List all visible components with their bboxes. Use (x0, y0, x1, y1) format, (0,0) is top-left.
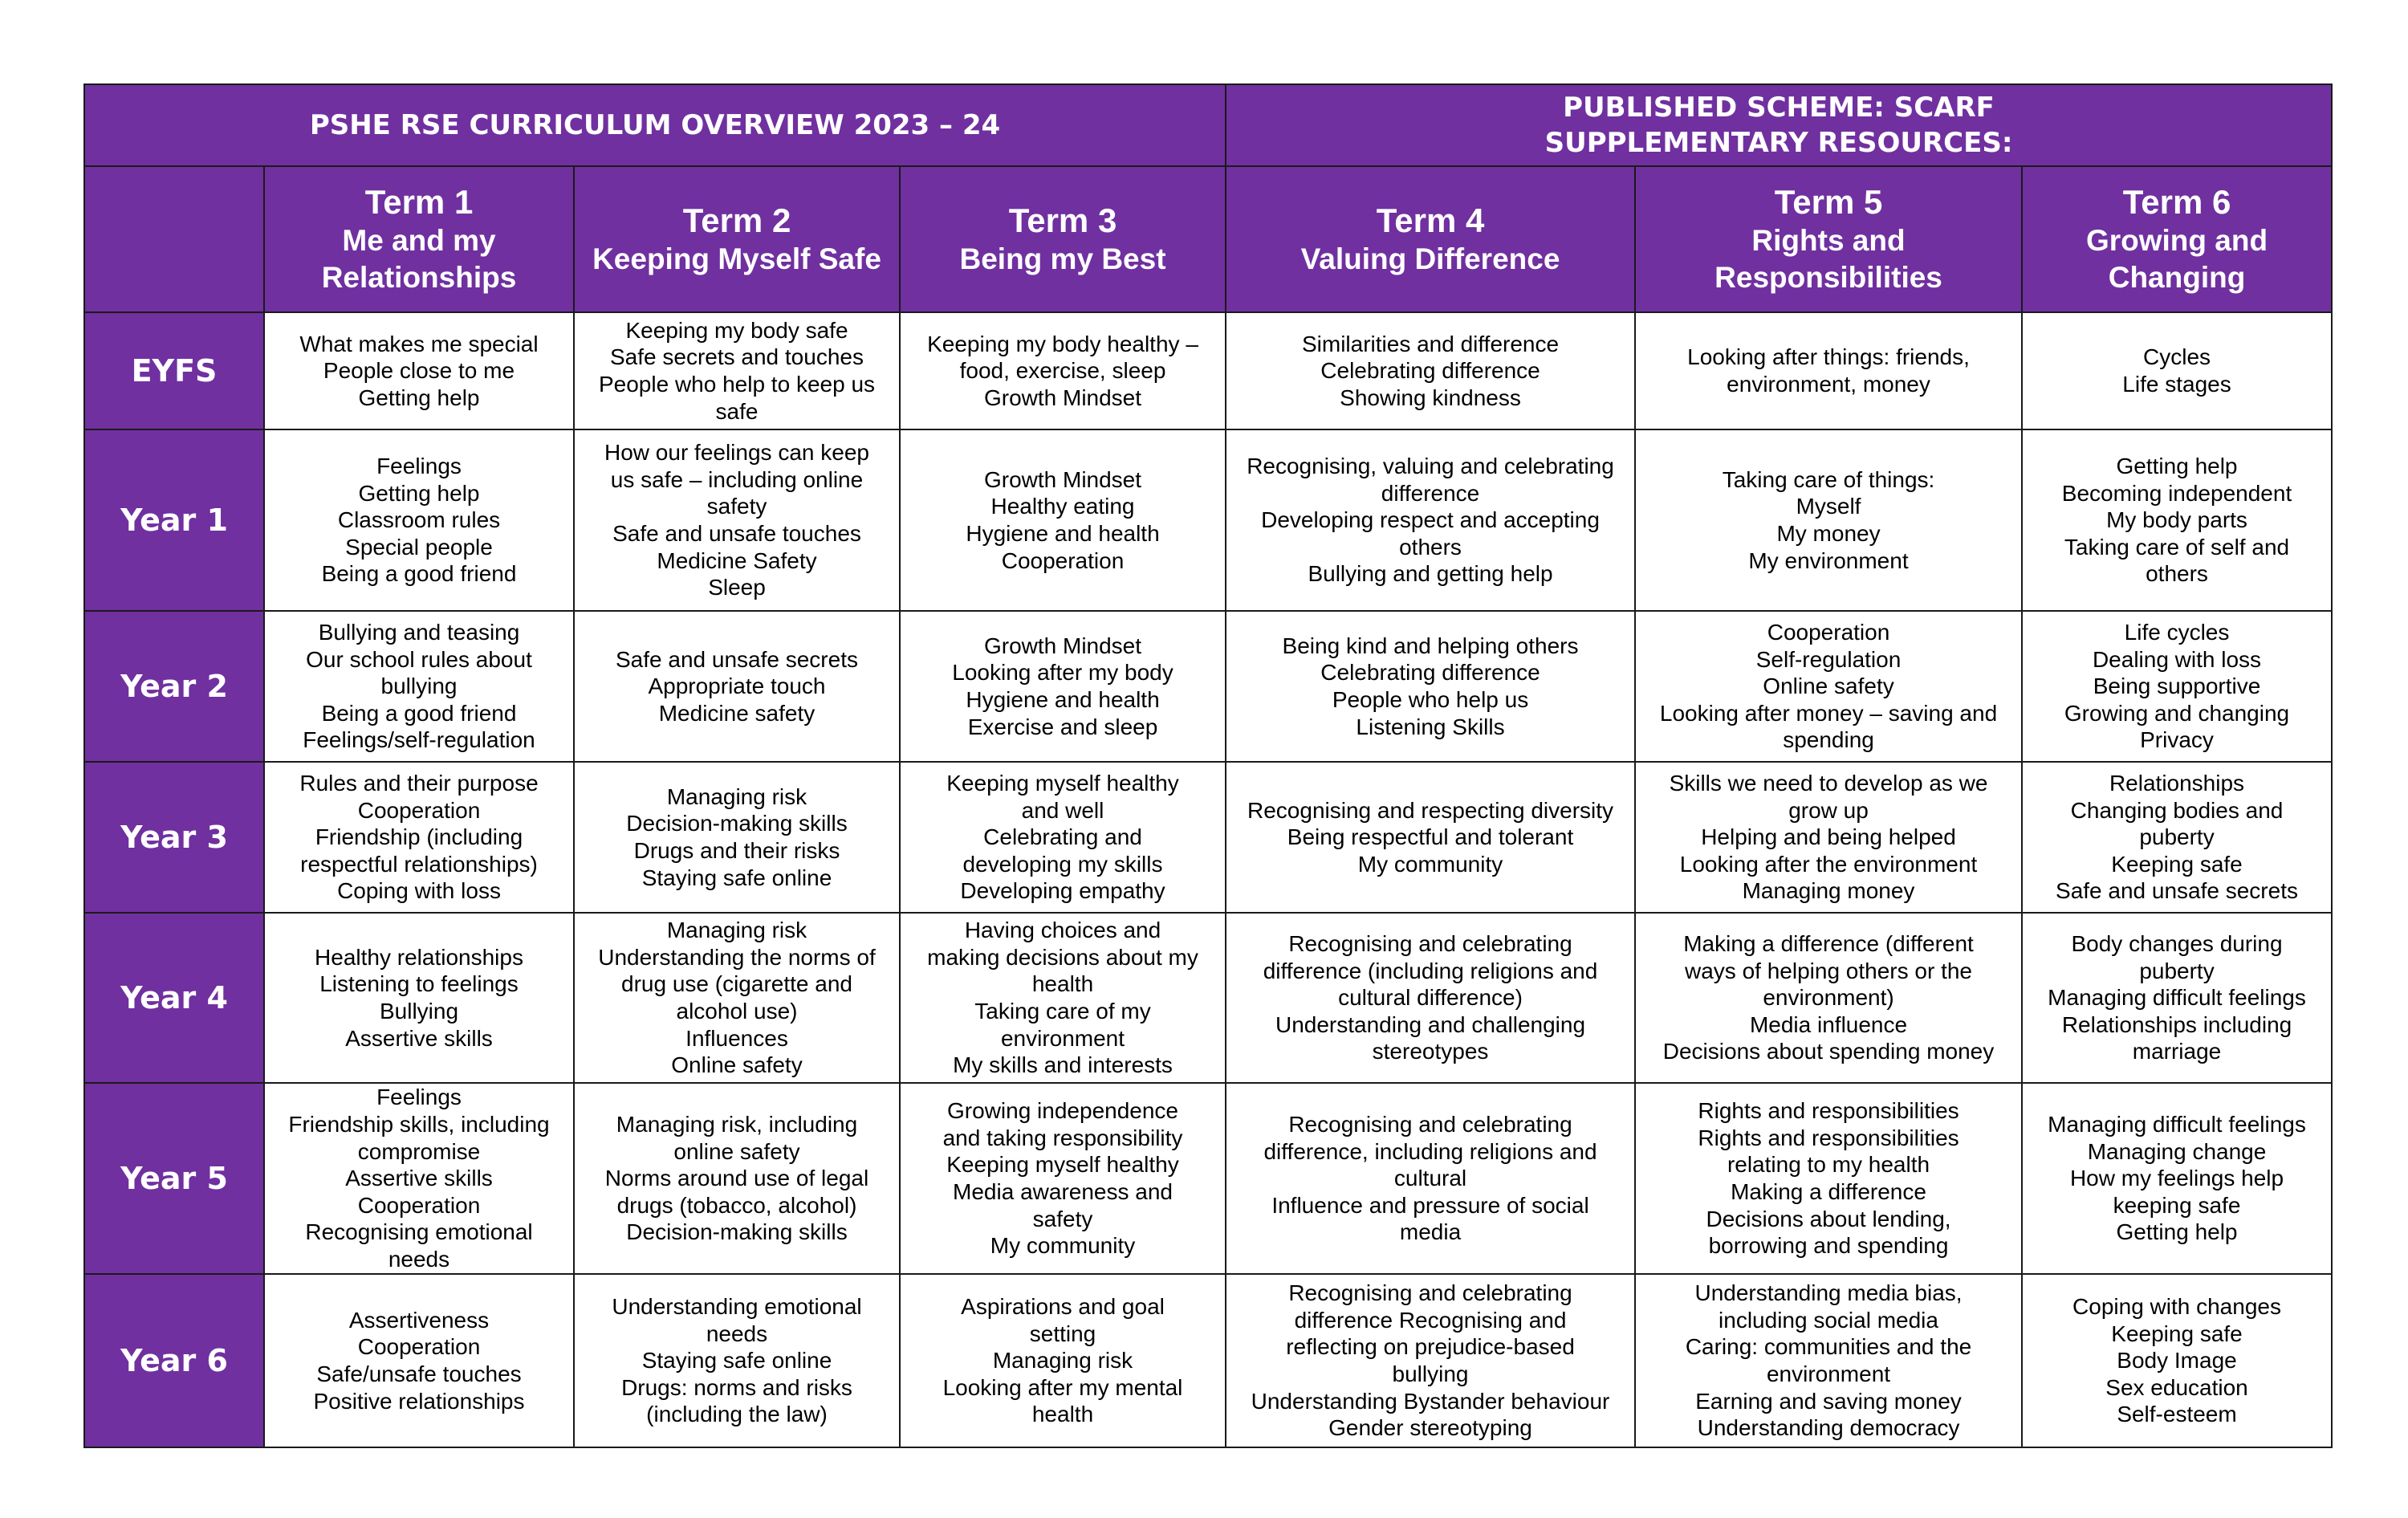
topic-line: online safety (673, 1138, 800, 1164)
term-theme: Responsibilities (1714, 261, 1942, 295)
topic-line: environment (1766, 1361, 1891, 1386)
topic-cell (574, 1274, 900, 1447)
topic-line: Getting help (2116, 1219, 2238, 1245)
topic-line: Understanding the norms of (598, 944, 876, 970)
topic-line: People who help to keep us (598, 372, 876, 397)
topic-line: health (1031, 971, 1094, 997)
topic-line: Listening Skills (1356, 714, 1505, 739)
topic-line: Understanding media bias, (1694, 1280, 1963, 1306)
overview-title-cell (84, 84, 1226, 166)
topic-line: Sex education (2105, 1374, 2248, 1400)
topic-line: Being supportive (2093, 674, 2261, 699)
topic-line: Managing risk (666, 918, 807, 943)
topic-line: Making a difference (different (1683, 931, 1974, 957)
topic-cell (574, 913, 900, 1083)
topic-line: Managing change (2087, 1138, 2267, 1164)
topic-cell (1635, 913, 2022, 1083)
topic-line: Bullying (379, 999, 459, 1024)
topic-line: Media influence (1749, 1011, 1908, 1037)
topic-cell (1226, 1274, 1635, 1447)
supplementary-resources-label: SUPPLEMENTARY RESOURCES: (1544, 127, 2013, 159)
topic-line: Safe/unsafe touches (316, 1361, 522, 1386)
topic-cell (2022, 762, 2332, 913)
published-scheme-label: PUBLISHED SCHEME: SCARF (1563, 91, 1995, 124)
topic-line: Recognising and celebrating (1288, 1112, 1572, 1137)
topic-line: Cooperation (357, 1192, 481, 1218)
topic-cell (1226, 762, 1635, 913)
topic-cell (574, 762, 900, 913)
term-theme: Being my Best (959, 242, 1166, 276)
term-theme: Me and my (342, 223, 496, 257)
topic-cell (264, 1274, 574, 1447)
topic-line: Looking after my body (952, 660, 1173, 686)
topic-line: My community (990, 1233, 1136, 1259)
topic-cell (900, 429, 1226, 611)
topic-line: safety (1032, 1206, 1093, 1231)
topic-line: Cycles (2143, 344, 2211, 370)
topic-line: Skills we need to develop as we (1669, 771, 1988, 796)
topic-line: safe (715, 398, 759, 424)
topic-line: Celebrating and (983, 824, 1142, 850)
topic-line: Exercise and sleep (967, 714, 1158, 739)
topic-line: Understanding emotional (612, 1294, 862, 1320)
topic-line: Body changes during (2071, 931, 2283, 957)
topic-line: spending (1783, 727, 1874, 753)
topic-line: Relationships (2109, 771, 2245, 796)
term-theme: Relationships (321, 261, 517, 295)
topic-line: Positive relationships (313, 1388, 525, 1414)
topic-line: Coping with changes (2072, 1294, 2281, 1320)
topic-line: Taking care of things: (1722, 466, 1935, 492)
topic-line: Online safety (671, 1052, 803, 1078)
term-header-1 (264, 166, 574, 312)
topic-line: bullying (380, 674, 458, 699)
topic-cell (900, 312, 1226, 429)
topic-line: Healthy relationships (315, 944, 523, 970)
topic-line: Looking after money – saving and (1659, 700, 1998, 726)
topic-line: Life stages (2122, 372, 2231, 397)
topic-cell (900, 762, 1226, 913)
topic-line: respectful relationships) (300, 851, 538, 877)
topic-line: Managing difficult feelings (2048, 985, 2306, 1011)
topic-line: including social media (1719, 1307, 1938, 1333)
topic-cell (264, 1083, 574, 1274)
topic-line: Rights and responsibilities (1698, 1098, 1959, 1124)
topic-line: Celebrating difference (1320, 660, 1540, 686)
topic-cell (2022, 312, 2332, 429)
topic-line: Understanding democracy (1697, 1415, 1960, 1441)
topic-line: Getting help (2116, 454, 2238, 479)
topic-line: ways of helping others or the (1685, 958, 1972, 983)
topic-line: setting (1029, 1321, 1096, 1346)
topic-line: Bullying and teasing (318, 620, 520, 645)
topic-line: Rules and their purpose (299, 771, 539, 796)
term-label: Term 6 (2122, 182, 2231, 221)
topic-cell (2022, 913, 2332, 1083)
topic-line: stereotypes (1372, 1039, 1489, 1064)
topic-cell (1635, 611, 2022, 762)
topic-line: Relationships including (2061, 1011, 2292, 1037)
topic-line: Coping with loss (337, 878, 501, 904)
topic-line: environment) (1763, 985, 1894, 1011)
topic-cell (1226, 429, 1635, 611)
topic-cell (264, 611, 574, 762)
topic-line: Listening to feelings (319, 971, 519, 997)
topic-cell (574, 429, 900, 611)
topic-line: Recognising, valuing and celebrating (1247, 454, 1614, 479)
topic-line: Taking care of my (974, 999, 1151, 1024)
topic-line: Sleep (708, 575, 766, 600)
topic-line: Managing difficult feelings (2048, 1112, 2306, 1137)
topic-line: others (2146, 561, 2208, 587)
year-row (84, 312, 2332, 429)
year-label: EYFS (84, 312, 264, 429)
topic-line: Influence and pressure of social (1271, 1192, 1589, 1218)
topic-line: Growing and changing (2064, 700, 2290, 726)
year-label: Year 3 (84, 762, 264, 913)
topic-line: Online safety (1763, 674, 1894, 699)
topic-line: How our feelings can keep (604, 440, 869, 466)
topic-line: Recognising and respecting diversity (1247, 797, 1614, 823)
topic-cell (1226, 611, 1635, 762)
topic-cell (1226, 913, 1635, 1083)
topic-line: cultural difference) (1338, 985, 1523, 1011)
topic-line: Hygiene and health (966, 521, 1160, 546)
topic-line: borrowing and spending (1708, 1233, 1949, 1259)
topic-cell (2022, 611, 2332, 762)
topic-line: How my feelings help (2069, 1166, 2284, 1191)
topic-line: Drugs and their risks (633, 838, 840, 863)
topic-cell (574, 611, 900, 762)
topic-line: Self-regulation (1755, 646, 1902, 672)
topic-line: environment, money (1727, 372, 1930, 397)
topic-line: Influences (685, 1025, 788, 1051)
topic-line: Healthy eating (990, 494, 1135, 519)
topic-line: Helping and being helped (1701, 824, 1956, 850)
topic-line: Media awareness and (953, 1179, 1173, 1204)
topic-line: Assertive skills (345, 1025, 493, 1051)
topic-line: and taking responsibility (942, 1125, 1183, 1150)
topic-line: media (1399, 1219, 1462, 1245)
topic-line: bullying (1392, 1361, 1469, 1386)
term-header-3 (900, 166, 1226, 312)
topic-line: Looking after things: friends, (1687, 344, 1970, 370)
term-label: Term 2 (682, 201, 791, 239)
topic-cell (1635, 1083, 2022, 1274)
topic-line: Friendship (including (315, 824, 523, 850)
topic-line: Decisions about spending money (1662, 1039, 1995, 1064)
topic-line: and well (1021, 797, 1104, 823)
corner-cell (84, 166, 264, 312)
topic-line: difference (including religions and (1263, 958, 1598, 983)
topic-line: Being a good friend (321, 561, 517, 587)
topic-line: Drugs: norms and risks (621, 1374, 852, 1400)
topic-line: Assertiveness (348, 1307, 490, 1333)
topic-line: Safe and unsafe secrets (2056, 878, 2298, 904)
topic-line: Being respectful and tolerant (1287, 824, 1574, 850)
topic-line: Assertive skills (345, 1166, 493, 1191)
topic-line: others (1399, 534, 1462, 560)
topic-line: My environment (1748, 547, 1909, 573)
topic-line: People close to me (323, 358, 515, 384)
topic-line: Growth Mindset (983, 633, 1142, 658)
topic-cell (574, 312, 900, 429)
topic-line: Looking after my mental (942, 1374, 1183, 1400)
topic-line: Gender stereotyping (1328, 1415, 1532, 1441)
topic-line: (including the law) (646, 1402, 828, 1427)
topic-line: Myself (1796, 494, 1861, 519)
year-row (84, 1274, 2332, 1447)
topic-cell (1635, 762, 2022, 913)
term-theme: Growing and (2085, 223, 2268, 257)
term-label: Term 3 (1008, 201, 1117, 239)
topic-line: Norms around use of legal (604, 1166, 869, 1191)
topic-line: Decisions about lending, (1706, 1206, 1951, 1231)
topic-line: grow up (1788, 797, 1869, 823)
topic-line: Safe and unsafe touches (612, 521, 861, 546)
topic-line: drugs (tobacco, alcohol) (616, 1192, 857, 1218)
topic-line: reflecting on prejudice-based (1286, 1334, 1575, 1360)
topic-line: My skills and interests (953, 1052, 1173, 1078)
topic-line: Being a good friend (321, 700, 517, 726)
topic-line: Managing risk (992, 1348, 1133, 1374)
year-row (84, 429, 2332, 611)
topic-line: Special people (345, 534, 493, 560)
curriculum-overview (83, 83, 2331, 1448)
topic-line: making decisions about my (927, 944, 1198, 970)
topic-line: Becoming independent (2061, 480, 2292, 506)
topic-line: Cooperation (357, 797, 481, 823)
topic-line: Cooperation (1767, 620, 1890, 645)
topic-line: Recognising and celebrating (1288, 931, 1572, 957)
topic-line: safety (706, 494, 767, 519)
topic-line: Showing kindness (1340, 385, 1521, 410)
year-row (84, 1083, 2332, 1274)
topic-line: health (1031, 1402, 1094, 1427)
topic-cell (264, 429, 574, 611)
overview-title: PSHE RSE CURRICULUM OVERVIEW 2023 – 24 (309, 108, 1001, 141)
topic-line: Dealing with loss (2092, 646, 2262, 672)
topic-line: Growth Mindset (983, 385, 1142, 410)
topic-cell (1635, 1274, 2022, 1447)
topic-line: Getting help (358, 480, 480, 506)
topic-line: puberty (2139, 958, 2215, 983)
topic-line: Keeping my body safe (625, 317, 848, 343)
year-label: Year 1 (84, 429, 264, 611)
year-row (84, 611, 2332, 762)
topic-line: Taking care of self and (2064, 534, 2290, 560)
topic-line: difference (1381, 480, 1480, 506)
term-header-4 (1226, 166, 1635, 312)
topic-line: Growth Mindset (983, 466, 1142, 492)
topic-line: People who help us (1332, 687, 1529, 712)
topic-line: Managing risk (666, 783, 807, 809)
topic-line: Feelings (376, 1085, 462, 1110)
topic-line: Being kind and helping others (1282, 633, 1579, 658)
topic-cell (900, 913, 1226, 1083)
topic-line: marriage (2132, 1039, 2222, 1064)
topic-cell (1635, 429, 2022, 611)
topic-line: My community (1357, 851, 1503, 877)
term-label: Term 4 (1376, 201, 1485, 239)
topic-line: Medicine safety (658, 700, 816, 726)
topic-line: Keeping myself healthy (946, 771, 1179, 796)
topic-cell (1226, 1083, 1635, 1274)
year-label: Year 6 (84, 1274, 264, 1447)
topic-line: Making a difference (1731, 1179, 1926, 1204)
topic-line: Rights and responsibilities (1698, 1125, 1959, 1150)
topic-cell (900, 1083, 1226, 1274)
term-label: Term 1 (364, 182, 474, 221)
topic-line: environment (1000, 1025, 1125, 1051)
topic-line: What makes me special (299, 331, 539, 356)
term-header-2 (574, 166, 900, 312)
curriculum-table (83, 83, 2333, 1448)
topic-line: Safe and unsafe secrets (616, 646, 858, 672)
topic-line: Life cycles (2124, 620, 2230, 645)
topic-cell (264, 913, 574, 1083)
topic-line: My money (1776, 521, 1881, 546)
topic-cell (264, 312, 574, 429)
topic-line: Safe secrets and touches (610, 344, 864, 370)
topic-line: relating to my health (1727, 1152, 1930, 1178)
scheme-cell (1226, 84, 2332, 166)
topic-cell (2022, 429, 2332, 611)
year-row (84, 762, 2332, 913)
topic-line: Hygiene and health (966, 687, 1160, 712)
topic-line: Managing risk, including (616, 1112, 858, 1137)
topic-line: Getting help (358, 385, 480, 410)
topic-line: Bullying and getting help (1308, 561, 1553, 587)
year-label: Year 2 (84, 611, 264, 762)
topic-line: cultural (1393, 1166, 1467, 1191)
topic-line: Developing respect and accepting (1261, 507, 1600, 533)
topic-cell (264, 762, 574, 913)
topic-line: keeping safe (2113, 1192, 2241, 1218)
topic-line: difference Recognising and (1294, 1307, 1567, 1333)
topic-line: Caring: communities and the (1685, 1334, 1972, 1360)
topic-line: Recognising and celebrating (1288, 1280, 1572, 1306)
topic-line: Classroom rules (337, 507, 501, 533)
topic-line: developing my skills (962, 851, 1163, 877)
topic-line: Changing bodies and (2070, 797, 2284, 823)
topic-line: Having choices and (964, 918, 1161, 943)
topic-cell (900, 1274, 1226, 1447)
topic-line: Feelings (376, 454, 462, 479)
topic-line: Understanding Bystander behaviour (1251, 1388, 1610, 1414)
term-theme: Keeping Myself Safe (592, 242, 881, 276)
topic-line: Privacy (2140, 727, 2214, 753)
topic-line: Keeping my body healthy – (927, 331, 1198, 356)
banner-row (84, 84, 2332, 166)
topic-line: puberty (2139, 824, 2215, 850)
topic-line: Friendship skills, including (288, 1112, 550, 1137)
term-header-5 (1635, 166, 2022, 312)
topic-cell (574, 1083, 900, 1274)
topic-line: Understanding and challenging (1275, 1011, 1586, 1037)
term-header-row (84, 166, 2332, 312)
topic-line: Body Image (2117, 1348, 2237, 1374)
topic-cell (900, 611, 1226, 762)
topic-line: Cooperation (357, 1334, 481, 1360)
topic-cell (1635, 312, 2022, 429)
term-theme: Valuing Difference (1300, 242, 1560, 276)
topic-line: needs (706, 1321, 768, 1346)
topic-line: Medicine Safety (657, 547, 817, 573)
topic-line: Managing money (1742, 878, 1915, 904)
topic-line: Keeping safe (2111, 1321, 2243, 1346)
term-theme: Rights and (1751, 223, 1906, 257)
topic-line: My body parts (2106, 507, 2247, 533)
topic-line: drug use (cigarette and (621, 971, 852, 997)
topic-cell (1226, 312, 1635, 429)
topic-line: Recognising emotional (305, 1219, 533, 1245)
topic-line: difference, including religions and (1263, 1138, 1597, 1164)
topic-line: Our school rules about (306, 646, 532, 672)
term-label: Term 5 (1774, 182, 1883, 221)
year-row (84, 913, 2332, 1083)
topic-line: Keeping myself healthy (946, 1152, 1179, 1178)
topic-line: us safe – including online (610, 466, 864, 492)
year-label: Year 5 (84, 1083, 264, 1274)
topic-line: Aspirations and goal (961, 1294, 1165, 1320)
topic-cell (2022, 1083, 2332, 1274)
topic-line: Celebrating difference (1320, 358, 1540, 384)
topic-line: food, exercise, sleep (959, 358, 1166, 384)
topic-line: needs (388, 1246, 450, 1272)
topic-line: Keeping safe (2111, 851, 2243, 877)
topic-line: compromise (357, 1138, 481, 1164)
topic-line: Self-esteem (2117, 1402, 2237, 1427)
topic-line: Looking after the environment (1679, 851, 1978, 877)
topic-line: alcohol use) (676, 999, 798, 1024)
topic-line: Earning and saving money (1695, 1388, 1962, 1414)
topic-line: Cooperation (1001, 547, 1125, 573)
topic-line: Similarities and difference (1301, 331, 1560, 356)
term-header-6 (2022, 166, 2332, 312)
topic-line: Decision-making skills (626, 811, 848, 836)
topic-line: Growing independence (947, 1098, 1178, 1124)
topic-line: Staying safe online (641, 865, 832, 890)
topic-line: Appropriate touch (648, 674, 826, 699)
topic-line: Decision-making skills (626, 1219, 848, 1245)
term-theme: Changing (2108, 261, 2246, 295)
topic-line: Developing empathy (960, 878, 1165, 904)
topic-line: Feelings/self-regulation (303, 727, 535, 753)
topic-line: Staying safe online (641, 1348, 832, 1374)
topic-cell (2022, 1274, 2332, 1447)
year-label: Year 4 (84, 913, 264, 1083)
